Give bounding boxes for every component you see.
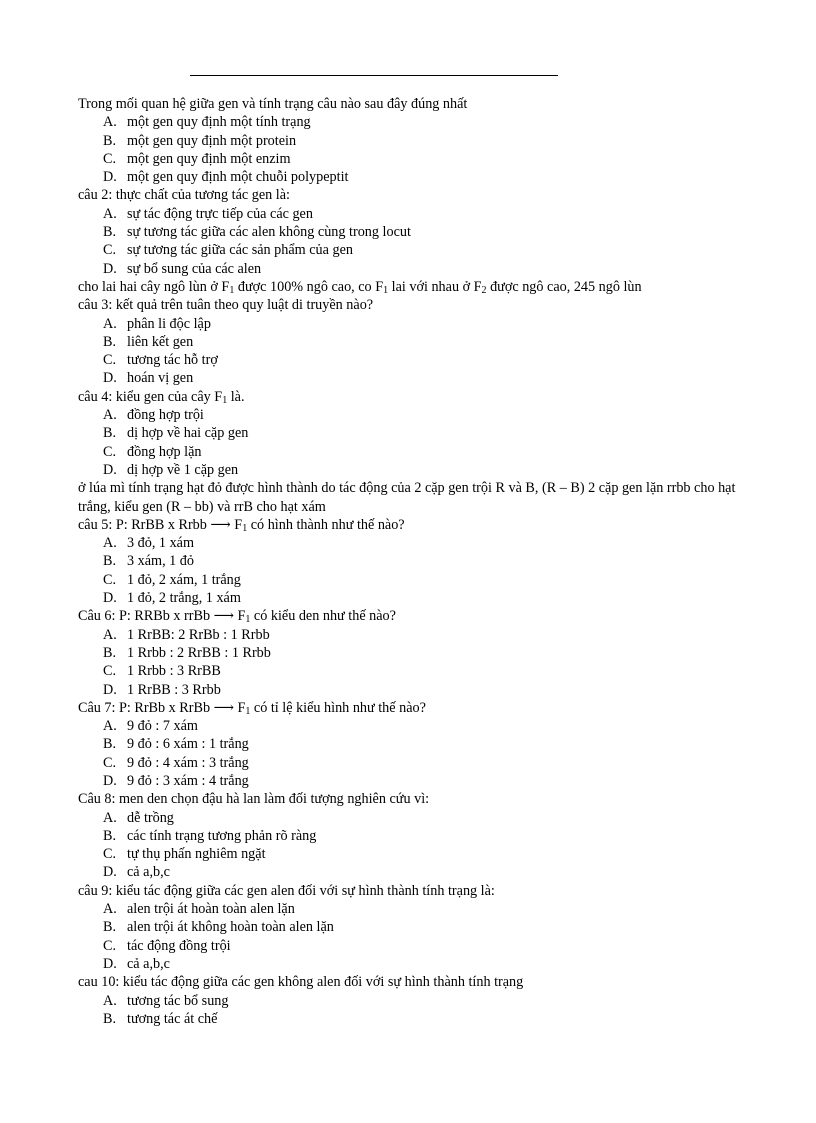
question-5-options <box>78 534 748 607</box>
option: D. dị hợp về 1 cặp gen <box>103 461 239 478</box>
option: D. hoán vị gen <box>103 370 194 387</box>
option: A. alen trội át hoàn toàn alen lặn <box>103 901 295 918</box>
option: A. một gen quy định một tính trạng <box>103 114 311 131</box>
question-3-options <box>78 315 748 388</box>
question-10-stem: cau 10: kiểu tác động giữa các gen không alen đối với sự hình thành tính trạng <box>78 974 524 991</box>
option: B. các tính trạng tương phản rõ ràng <box>103 827 317 844</box>
question-1-options <box>78 113 748 186</box>
option: B. 9 đỏ : 6 xám : 1 trắng <box>103 736 249 753</box>
question-4-options <box>78 406 748 479</box>
top-rule <box>190 75 558 76</box>
option: C. tương tác hỗ trợ <box>103 352 218 369</box>
option: D. 1 RrBB : 3 Rrbb <box>103 681 221 698</box>
option: D. sự bổ sung của các alen <box>103 260 262 277</box>
option: C. 1 đỏ, 2 xám, 1 trắng <box>103 571 241 588</box>
option: C. đồng hợp lặn <box>103 443 202 460</box>
option: B. liên kết gen <box>103 333 194 350</box>
option: B. 1 Rrbb : 2 RrBB : 1 Rrbb <box>103 644 271 661</box>
option: C. tự thụ phấn nghiêm ngặt <box>103 846 266 863</box>
option: D. một gen quy định một chuỗi polypeptit <box>103 169 349 186</box>
question-2-options <box>78 205 748 278</box>
option: C. 1 Rrbb : 3 RrBB <box>103 663 221 680</box>
question-3-stem: câu 3: kết quả trên tuân theo quy luật di truyền nào? <box>78 297 374 314</box>
question-7-options <box>78 717 748 790</box>
option: D. 1 đỏ, 2 trắng, 1 xám <box>103 590 241 607</box>
document-body <box>78 95 748 1028</box>
option: C. một gen quy định một enzim <box>103 150 291 167</box>
option: A. sự tác động trực tiếp của các gen <box>103 205 313 222</box>
option: A. 9 đỏ : 7 xám <box>103 718 198 735</box>
option: B. alen trội át không hoàn toàn alen lặn <box>103 919 334 936</box>
question-8-options <box>78 809 748 882</box>
question-7-stem: Câu 7: P: RrBb x RrBb ⟶ $F_1$ có tỉ lệ kiểu hình như thế nào? <box>78 699 426 717</box>
option: B. một gen quy định một protein <box>103 132 297 149</box>
option: D. 9 đỏ : 3 xám : 4 trắng <box>103 772 249 789</box>
question-9-stem: câu 9: kiểu tác động giữa các gen alen đối với sự hình thành tính trạng là: <box>78 882 495 899</box>
option: B. 3 xám, 1 đỏ <box>103 553 194 570</box>
question-10-options <box>78 992 748 1029</box>
option: B. tương tác át chế <box>103 1010 218 1027</box>
option: A. 3 đỏ, 1 xám <box>103 535 194 552</box>
option: B. dị hợp về hai cặp gen <box>103 425 249 442</box>
option: C. 9 đỏ : 4 xám : 3 trắng <box>103 754 249 771</box>
option: D. cả a,b,c <box>103 955 170 972</box>
question-5-stem: câu 5: P: RrBB x Rrbb ⟶ $F_1$ có hình thành như thế nào? <box>78 516 405 534</box>
option: A. 1 RrBB: 2 RrBb : 1 Rrbb <box>103 626 270 643</box>
option: D. cả a,b,c <box>103 864 170 881</box>
option: A. dễ trồng <box>103 809 174 826</box>
question-9-options <box>78 900 748 973</box>
question-1-stem: Trong mối quan hệ giữa gen và tính trạng câu nào sau đây đúng nhất <box>78 96 468 112</box>
question-4-stem: câu 4: kiểu gen của cây $F_1$ là. <box>78 388 245 406</box>
question-8-stem: Câu 8: men den chọn đậu hà lan làm đối tượng nghiên cứu vì: <box>78 791 430 808</box>
context-paragraph-1: cho lai hai cây ngô lùn ở $F_1$ được 100% ngô cao, co $F_1$ lai với nhau ở $F_2$ được ngô cao, 245 ngô lùn <box>78 278 642 296</box>
option: C. sự tương tác giữa các sản phẩm của gen <box>103 242 353 259</box>
question-6-options <box>78 626 748 699</box>
question-6-stem: Câu 6: P: RRBb x rrBb ⟶ $F_1$ có kiểu den như thế nào? <box>78 608 396 626</box>
context-paragraph-2: ở lúa mì tính trạng hạt đỏ được hình thành do tác động của 2 cặp gen trội R và B, (R – B) 2 cặp gen lặn rrbb cho hạt trắng, kiểu gen (R – bb) và rrB cho hạt xám <box>78 480 736 515</box>
option: A. tương tác bổ sung <box>103 992 229 1009</box>
option: A. phân li độc lập <box>103 315 211 332</box>
question-2-stem: câu 2: thực chất của tương tác gen là: <box>78 187 290 204</box>
option: A. đồng hợp trội <box>103 407 204 424</box>
option: B. sự tương tác giữa các alen không cùng trong locut <box>103 224 411 241</box>
option: C. tác động đồng trội <box>103 937 231 954</box>
